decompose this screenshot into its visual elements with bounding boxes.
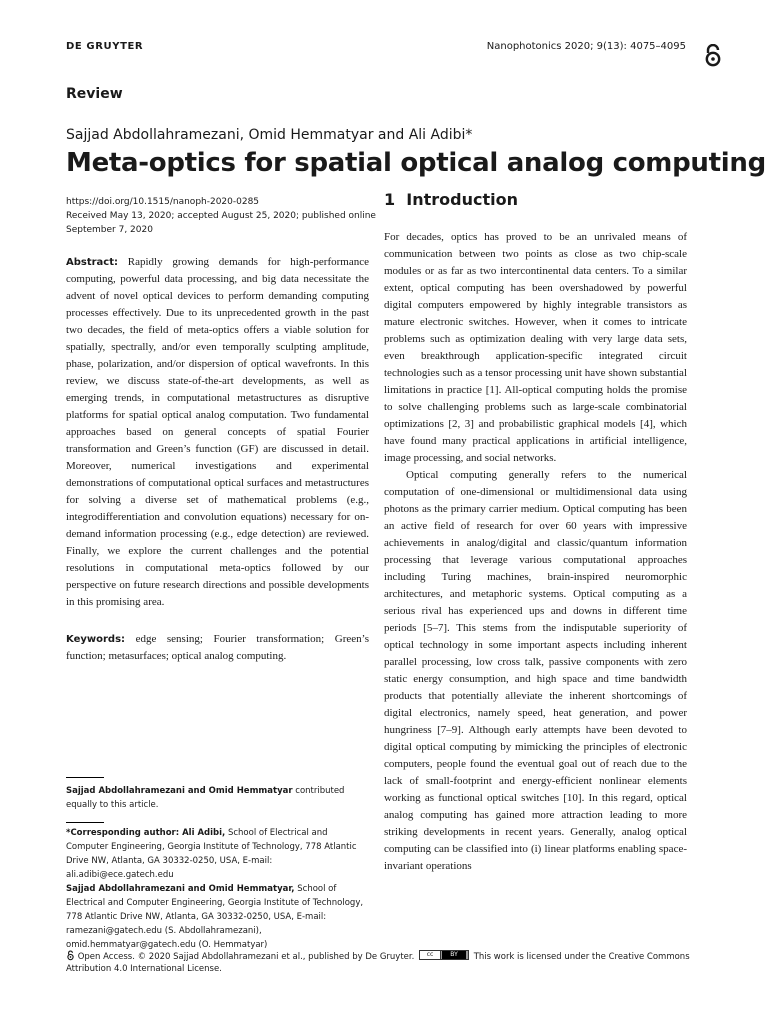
open-access-icon — [701, 44, 725, 68]
section-heading — [384, 190, 518, 209]
section-title: Introduction — [406, 190, 518, 209]
abstract — [66, 254, 369, 611]
coauthors-label: Sajjad Abdollahramezani and Omid Hemmatyar, — [66, 884, 295, 894]
equal-contribution-note — [66, 784, 372, 812]
section-number: 1 — [384, 190, 396, 209]
corresponding-author-label: *Corresponding author: Ali Adibi, — [66, 828, 226, 838]
license-notice — [66, 950, 706, 975]
cc-badge-right: BY — [442, 951, 466, 959]
paragraph: Optical computing generally refers to the numerical computation of one-dimensional or multidimensional data using photons as the primary carrier medium. Optical computing has been an active field of research for over 60 years with impressive achievements in analog/digital and classic/quantum information processing that leverage various computational approaches including Turing machines, brain-inspired neuromorphic architectures, and metaphoric systems. Optical computing as a serious rival has experienced ups and downs in different time periods [5–7]. This stems from the indisputable superiority of optical technology in some important aspects including inherent parallel processing, low cross talk, passive components with zero static energy consumption, and high space and time bandwidth products that potentially alleviate the inherent shortcomings of digital electronics, namely speed, heat generation, and power hungriness [7–9]. Although early attempts have been devoted to digital optical computing by mimicking the principles of electronic computers, people found the eventual goal out of reach due to the lack of small-footprint and energy-efficient nonlinear elements working as functional optical switches [10]. In this regard, optical analog computing has gained more attraction leading to more striking developments in recent years. Generally, analog optical computing can be classified into (i) linear platforms enabling space-invariant operations — [384, 469, 687, 872]
author-list: Sajjad Abdollahramezani, Omid Hemmatyar and Ali Adibi* — [66, 127, 473, 143]
introduction-body — [384, 229, 687, 875]
cc-by-badge-icon[interactable] — [419, 950, 469, 960]
equal-contribution-names: Sajjad Abdollahramezani and Omid Hemmatyar — [66, 786, 293, 796]
journal-reference: Nanophotonics 2020; 9(13): 4075–4095 — [486, 41, 686, 52]
footnote-divider — [66, 822, 104, 823]
article-title: Meta-optics for spatial optical analog computing — [66, 148, 766, 178]
cc-badge-left: cc — [420, 951, 441, 959]
article-type: Review — [66, 86, 123, 102]
keywords-label: Keywords: — [66, 634, 126, 645]
equal-contribution-text: contributed equally to this article. — [66, 786, 345, 810]
keywords — [66, 631, 369, 665]
paragraph: For decades, optics has proved to be an unrivaled means of communication between two points as close as two chip-scale modules or as far as two intercontinental data centers. To a similar extent, optical computing has been overshadowed by powerful digital computers empowered by highly integrable transistors as mature electronic switches. However, when it comes to intricate problems such as optimization dealing with very large data sets, even breakthrough application-specific integrated circuit technologies such as a tensor processing unit have shown substantial limitations in practice [1]. All-optical computing holds the promise to solve challenging problems such as large-scale combinatorial optimizations [2, 3] and probabilistic graphical models [4], which have found many practical applications in artificial intelligence, image processing, and social networks. — [384, 231, 687, 464]
doi-link[interactable]: https://doi.org/10.1515/nanoph-2020-0285 — [66, 197, 260, 207]
open-access-icon — [66, 950, 75, 961]
publisher-name: DE GRUYTER — [66, 41, 144, 52]
corresponding-author-text: School of Electrical and Computer Engineering, Georgia Institute of Technology, 778 Atlantic Drive NW, Atlanta, GA 30332-0250, USA, E-mail: ali.adibi@ece.gatech.edu — [66, 828, 357, 880]
abstract-label: Abstract: — [66, 257, 119, 268]
abstract-text: Rapidly growing demands for high-performance computing, powerful data processing, and big data necessitate the advent of novel optical devices to perform demanding computing processes effectively. Due to its unprecedented growth in the past two decades, the field of meta-optics offers a viable solution for spatially, spectrally, and/or even temporally sculpting amplitude, phase, polarization, and/or dispersion of optical wavefronts. In this review, we discuss state-of-the-art developments, as well as emerging trends, in computational metastructures as disruptive platforms for spatial optical analog computation. Two fundamental approaches based on general concepts of spatial Fourier transformation and Green’s function (GF) are discussed in detail. Moreover, numerical investigations and experimental demonstrations of computational optical surfaces and metastructures for solving a diverse set of mathematical problems (e.g., integrodifferentiation and convolution equations) necessary for on-demand information processing (e.g., edge detection) are reviewed. Finally, we explore the current challenges and the potential resolutions in computational meta-optics followed by our perspective on future research directions and possible developments in this promising area. — [66, 256, 369, 608]
keywords-text: edge sensing; Fourier transformation; Green’s function; metasurfaces; optical analog computing. — [66, 633, 369, 662]
author-affiliations — [66, 826, 372, 952]
license-text-after: This work is licensed under the Creative Commons Attribution 4.0 International License. — [66, 952, 690, 974]
footnote-divider — [66, 777, 104, 778]
publication-dates: Received May 13, 2020; accepted August 25, 2020; published online September 7, 2020 — [66, 211, 376, 235]
license-text-before: Open Access. © 2020 Sajjad Abdollahramezani et al., published by De Gruyter. — [77, 952, 415, 962]
coauthors-text: School of Electrical and Computer Engineering, Georgia Institute of Technology, 778 Atlantic Drive NW, Atlanta, GA 30332-0250, USA, E-mail: ramezani@gatech.edu (S. Abdollahramezani), omid.hemmatyar@gatech.edu (O. Hemmatyar) — [66, 884, 364, 950]
